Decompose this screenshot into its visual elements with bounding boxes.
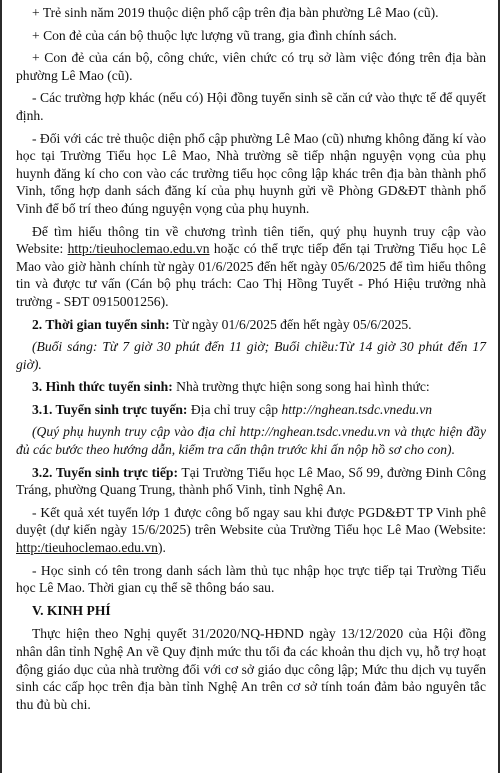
criteria-other-schools: - Đối với các trẻ thuộc diện phổ cập phường Lê Mao (cũ) nhưng không đăng kí vào học tại Trường Tiểu học Lê Mao, Nhà trường sẽ tiếp nhận nguyện vọng của phụ huynh đăng kí cho con vào các trường tiểu học công lập khác trên địa bàn thành phố Vinh, tổng hợp danh sách đăng kí của phụ huynh gửi về Phòng GD&ĐT thành phố Vinh để bố trí theo đúng nguyện vọng của phụ huynh. <box>16 130 486 216</box>
info-paragraph <box>16 223 486 311</box>
criteria-armed-forces: + Con đẻ của cán bộ thuộc lực lượng vũ trang, gia đình chính sách. <box>32 27 397 43</box>
results-text-pre: - Kết quả xét tuyển lớp 1 được công bố ngay sau khi được PGD&ĐT TP Vinh phê duyệt (dự kiến ngày 15/6/2025) trên Website của Trường Tiểu học Lê Mao (Website: <box>16 504 486 538</box>
section-2-note: (Buổi sáng: Từ 7 giờ 30 phút đến 11 giờ; Buổi chiều:Từ 14 giờ 30 phút đến 17 giờ). <box>16 339 486 372</box>
online-url[interactable]: http://nghean.tsdc.vnedu.vn <box>281 401 433 417</box>
note-post: và thực hiện đầy đủ các bước theo hướng dẫn, kiểm tra cẩn thận trước khi ấn nộp hồ sơ cho con). <box>16 424 486 458</box>
criteria-birth-year: + Trẻ sinh năm 2019 thuộc diện phổ cập trên địa bàn phường Lê Mao (cũ). <box>32 5 439 20</box>
section-3-1-online <box>16 401 486 419</box>
results-text-post: ). <box>157 540 166 556</box>
funding-paragraph: Thực hiện theo Nghị quyết 31/2020/NQ-HĐND ngày 13/12/2020 của Hội đồng nhân dân tỉnh Nghệ An về Quy định mức thu tối đa các khoản thu dịch vụ, hỗ trợ hoạt động giáo dục của nhà trường đối với cơ sở giáo dục công lập; Mức thu dịch vụ tuyển sinh các cấp học trên địa bàn tỉnh Nghệ An trên cơ sở tính toán đảm bảo nguyên tắc thu đủ bù chi. <box>16 626 486 712</box>
section-5-heading: V. KINH PHÍ <box>32 602 111 618</box>
section-3-1-text: Địa chỉ truy cập <box>187 401 282 417</box>
section-3-form <box>16 378 486 396</box>
info-text-pre: Để tìm hiểu thông tin về chương trình tiên tiến, quý phụ huynh truy cập vào Website: <box>16 223 486 257</box>
results-website-link[interactable]: http:/tieuhoclemao.edu.vn <box>16 540 158 556</box>
section-3-text: Nhà trường thực hiện song song hai hình thức: <box>172 379 430 395</box>
note-pre: (Quý phụ huynh truy cập vào địa chỉ <box>32 424 240 440</box>
note-url[interactable]: http://nghean.tsdc.vnedu.vn <box>239 424 391 440</box>
website-link[interactable]: http:/tieuhoclemao.edu.vn <box>67 241 210 257</box>
section-3-heading: 3. Hình thức tuyển sinh: <box>32 379 173 395</box>
criteria-other-cases: - Các trường hợp khác (nếu có) Hội đồng tuyển sinh sẽ căn cứ vào thực tế để quyết định. <box>16 90 486 123</box>
section-2-text: Từ ngày 01/6/2025 đến hết ngày 05/6/2025. <box>169 316 412 332</box>
info-text-post: hoặc có thể trực tiếp đến tại Trường Tiểu học Lê Mao vào giờ hành chính từ ngày 01/6/2025 đến hết ngày 05/6/2025 để tìm hiểu thông tin và được tư vấn (Cán bộ phụ trách: Cao Thị Hồng Tuyết - Phó Hiệu trưởng nhà trường - SĐT 0915001256). <box>16 241 486 309</box>
section-3-1-note <box>16 423 486 458</box>
section-2-heading: 2. Thời gian tuyển sinh: <box>32 316 170 332</box>
section-3-2-direct <box>16 464 486 499</box>
section-3-2-heading: 3.2. Tuyển sinh trực tiếp: <box>32 464 178 480</box>
criteria-officials: + Con đẻ của cán bộ, công chức, viên chức có trụ sở làm việc đóng trên địa bàn phường Lê Mao (cũ). <box>16 50 486 83</box>
section-2-time <box>16 316 486 334</box>
results-paragraph <box>16 504 486 557</box>
section-3-2-text: Tại Trường Tiểu học Lê Mao, Số 99, đường Đinh Công Tráng, phường Quang Trung, thành phố Vinh, tỉnh Nghệ An. <box>16 464 486 498</box>
section-3-1-heading: 3.1. Tuyển sinh trực tuyến: <box>32 401 188 417</box>
enrollment-paragraph: - Học sinh có tên trong danh sách làm thủ tục nhập học trực tiếp tại Trường Tiểu học Lê Mao. Thời gian cụ thể sẽ thông báo sau. <box>16 562 486 596</box>
